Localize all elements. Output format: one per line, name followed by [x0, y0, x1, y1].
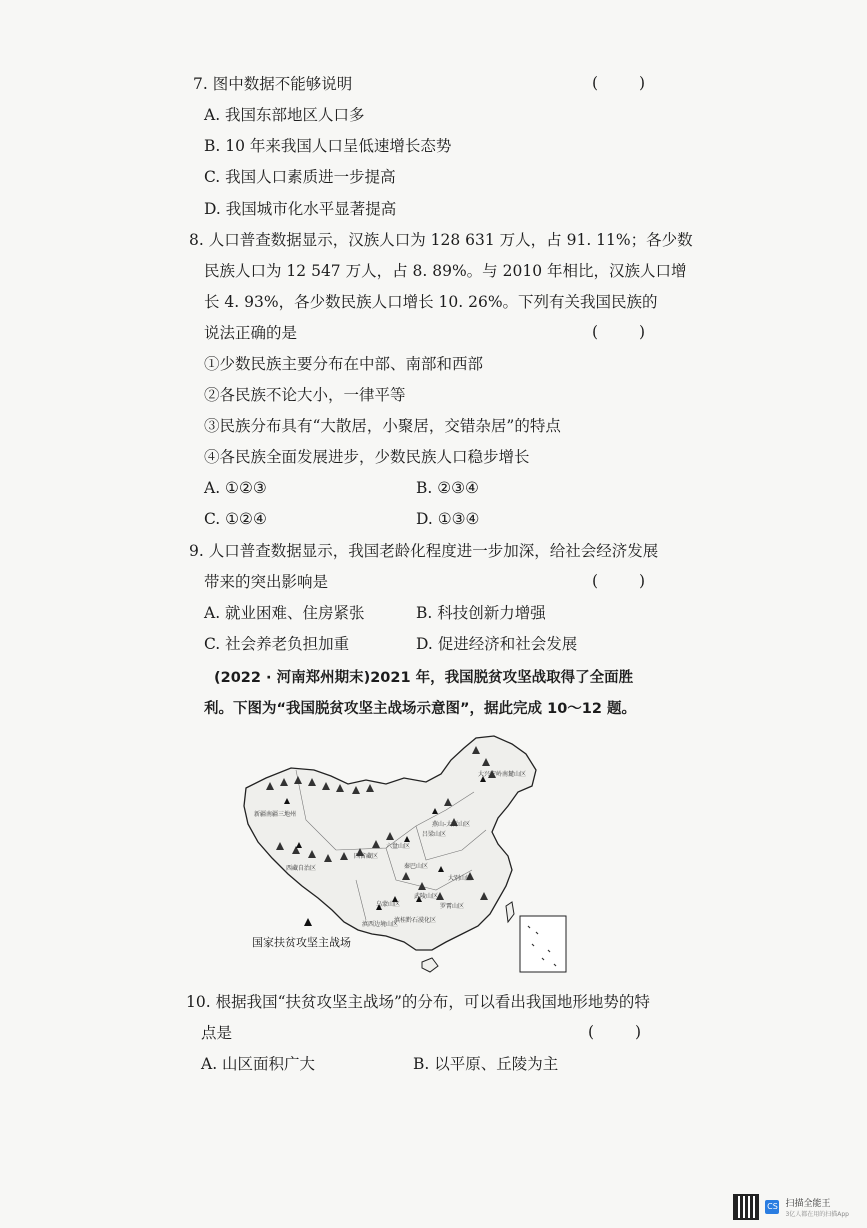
region-label-nanjiang: 新疆南疆三地州: [254, 811, 297, 818]
q10-option-a: A. 山区面积广大: [201, 1055, 316, 1073]
intro-line-2: 利。下图为“我国脱贫攻坚主战场示意图”，据此完成 10～12 题。: [204, 701, 637, 717]
scanner-brand-sub: 3亿人都在用的扫描App: [785, 1211, 849, 1218]
region-label-luoxiao: 罗霄山区: [440, 903, 465, 910]
q8-statement-2: ②各民族不论大小，一律平等: [204, 386, 406, 404]
region-label-yanshan-taihang: 燕山-太行山区: [432, 821, 471, 828]
q10-option-b: B. 以平原、丘陵为主: [413, 1055, 559, 1073]
region-label-qinba: 秦巴山区: [404, 863, 429, 870]
taiwan-island: [506, 902, 514, 922]
poverty-map-figure: [236, 730, 576, 980]
region-label-dabie: 大别山区: [448, 875, 473, 882]
q8-option-b: B. ②③④: [416, 479, 479, 497]
q8-answer-bracket: ( ): [592, 323, 664, 341]
south-china-sea-inset: [520, 916, 566, 972]
q8-stem-line-1: 8. 人口普查数据显示，汉族人口为 128 631 万人，占 91. 11%；各少数: [189, 231, 693, 249]
scanner-brand: [785, 1196, 849, 1218]
q10-stem-line-2: 点是: [201, 1024, 233, 1042]
q8-statement-4: ④各民族全面发展进步，少数民族人口稳步增长: [204, 448, 530, 466]
region-label-dianguiqian: 滇桂黔石漠化区: [394, 917, 437, 924]
q8-stem-line-3: 长 4. 93%，各少数民族人口增长 10. 26%。下列有关我国民族的: [204, 293, 658, 311]
intro-line-1: (2022 · 河南郑州期末)2021 年，我国脱贫攻坚战取得了全面胜: [214, 670, 634, 686]
scanner-watermark: [733, 1194, 849, 1220]
region-label-wuling: 武陵山区: [414, 893, 439, 900]
q8-statement-3: ③民族分布具有“大散居，小聚居，交错杂居”的特点: [204, 417, 561, 435]
q9-option-d: D. 促进经济和社会发展: [416, 635, 578, 653]
q7-stem: 7. 图中数据不能够说明: [193, 75, 353, 93]
q8-option-c: C. ①②④: [204, 510, 267, 528]
q8-stem-line-2: 民族人口为 12 547 万人，占 8. 89%。与 2010 年相比，汉族人口增: [204, 262, 687, 280]
camscanner-logo-icon: CS: [765, 1200, 779, 1214]
hainan-island: [422, 958, 438, 972]
scanner-brand-name: 扫描全能王: [785, 1199, 831, 1209]
q8-stem-line-4: 说法正确的是: [204, 324, 298, 342]
q10-stem-line-1: 10. 根据我国“扶贫攻坚主战场”的分布，可以看出我国地形地势的特: [186, 993, 650, 1011]
q9-option-a: A. 就业困难、住房紧张: [204, 604, 365, 622]
q9-stem-line-2: 带来的突出影响是: [204, 573, 329, 591]
map-legend-label: 国家扶贫攻坚主战场: [252, 936, 351, 949]
q7-answer-bracket: ( ): [592, 74, 664, 92]
q8-option-a: A. ①②③: [204, 479, 267, 497]
region-label-lvliang: 吕梁山区: [422, 831, 447, 838]
q7-option-a: A. 我国东部地区人口多: [204, 106, 365, 124]
q10-answer-bracket: ( ): [588, 1023, 660, 1041]
q9-option-c: C. 社会养老负担加重: [204, 635, 350, 653]
qr-code-icon: [733, 1194, 759, 1220]
region-label-xizang: 西藏自治区: [286, 865, 317, 872]
region-label-sisheng-zangqu: 四省藏区: [354, 853, 379, 860]
q7-option-c: C. 我国人口素质进一步提高: [204, 168, 396, 186]
q9-answer-bracket: ( ): [592, 572, 664, 590]
q7-option-b: B. 10 年来我国人口呈低速增长态势: [204, 137, 452, 155]
region-label-daxinganling: 大兴安岭南麓山区: [478, 771, 527, 778]
q7-option-d: D. 我国城市化水平显著提高: [204, 200, 397, 218]
legend-marker: [304, 918, 312, 926]
q9-option-b: B. 科技创新力增强: [416, 604, 546, 622]
region-label-dianxi: 滇西边境山区: [362, 921, 399, 928]
q8-statement-1: ①少数民族主要分布在中部、南部和西部: [204, 355, 484, 373]
region-label-liupan: 六盘山区: [386, 843, 411, 850]
q8-option-d: D. ①③④: [416, 510, 480, 528]
q9-stem-line-1: 9. 人口普查数据显示，我国老龄化程度进一步加深，给社会经济发展: [189, 542, 659, 560]
region-label-wumeng: 乌蒙山区: [376, 901, 401, 908]
